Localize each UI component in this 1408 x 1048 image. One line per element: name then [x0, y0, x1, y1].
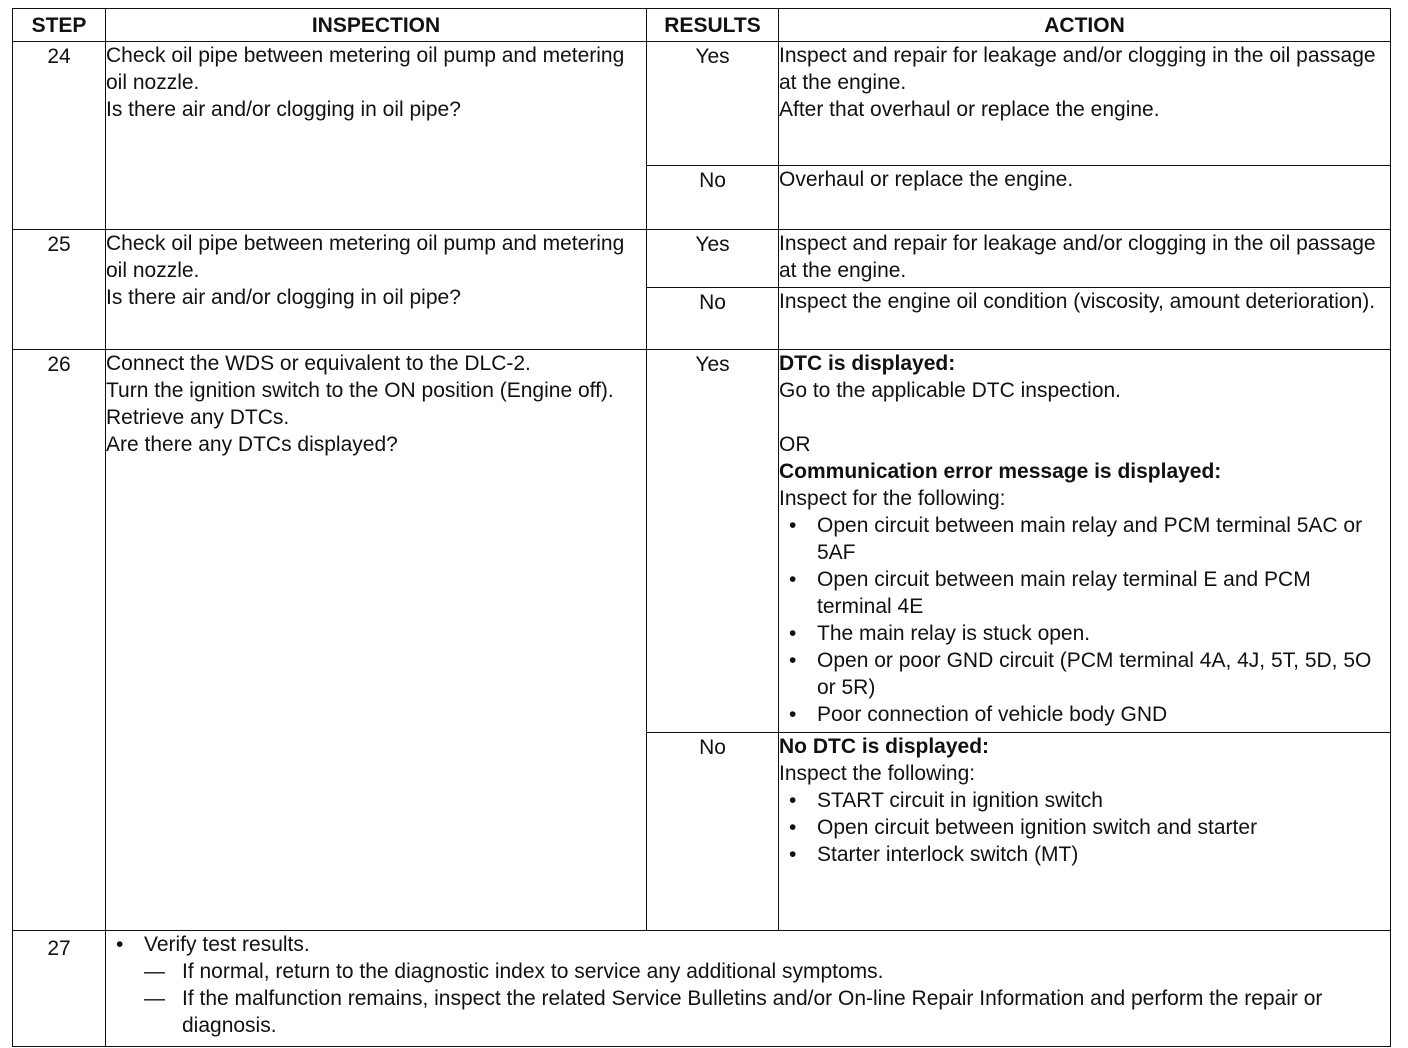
verify-dash-item: — If normal, return to the diagnostic index to service any additional symptoms.	[144, 960, 884, 983]
step-26-result-no: No	[647, 733, 779, 931]
step-27-row	[13, 931, 1391, 1047]
step-26-yes-bullet-list	[779, 512, 1390, 728]
dtc-displayed-heading: DTC is displayed:	[779, 352, 956, 375]
step-26-no-bullet-list	[779, 787, 1390, 868]
step-24-action-no: Overhaul or replace the engine.	[779, 166, 1391, 230]
step-24-inspection: Check oil pipe between metering oil pump and metering oil nozzle. Is there air and/or clogging in oil pipe?	[106, 42, 647, 230]
step-27-number: 27	[13, 931, 106, 1047]
step-24-yes-row	[13, 42, 1391, 166]
header-results: RESULTS	[647, 9, 779, 42]
header-action: ACTION	[779, 9, 1391, 42]
step-25-action-no: Inspect the engine oil condition (viscosity, amount deterioration).	[779, 288, 1391, 350]
step-24-result-no: No	[647, 166, 779, 230]
list-item: • Open circuit between main relay terminal E and PCM terminal 4E	[779, 566, 1390, 620]
step-25-action-yes: Inspect and repair for leakage and/or clogging in the oil passage at the engine.	[779, 230, 1391, 288]
verify-dash-item: — If the malfunction remains, inspect the related Service Bulletins and/or On-line Repair Information and perform the repair or diagnosis.	[144, 987, 1323, 1037]
header-inspection: INSPECTION	[106, 9, 647, 42]
no-dtc-heading: No DTC is displayed:	[779, 735, 990, 758]
list-item: • START circuit in ignition switch	[779, 787, 1390, 814]
step-24-action-yes: Inspect and repair for leakage and/or clogging in the oil passage at the engine. After that overhaul or replace the engine.	[779, 42, 1391, 166]
step-25-number: 25	[13, 230, 106, 350]
step-26-yes-row	[13, 350, 1391, 733]
header-row	[13, 9, 1391, 42]
list-item: • Open or poor GND circuit (PCM terminal 4A, 4J, 5T, 5D, 5O or 5R)	[779, 647, 1390, 701]
step-25-yes-row	[13, 230, 1391, 288]
step-26-inspection: Connect the WDS or equivalent to the DLC-2. Turn the ignition switch to the ON position (Engine off). Retrieve any DTCs. Are there any DTCs displayed?	[106, 350, 647, 931]
step-26-action-no: No DTC is displayed: Inspect the following: • START circuit in ignition switch • Open circuit between ignition switch and starter • Starter interlock switch (MT)	[779, 733, 1391, 931]
list-item: • Poor connection of vehicle body GND	[779, 701, 1390, 728]
step-26-result-yes: Yes	[647, 350, 779, 733]
verify-bullet: • Verify test results.	[106, 931, 1390, 958]
step-26-action-yes: DTC is displayed: Go to the applicable DTC inspection. OR Communication error message is displayed: Inspect for the following: • Open circuit between main relay and PCM terminal 5AC or 5AF • Open circuit between main relay terminal E and PCM terminal 4E • The main relay is stuck open. • Open or poor GND circuit (PCM terminal 4A, 4J, 5T, 5D, 5O or 5R) • Poor connection of vehicle body GND	[779, 350, 1391, 733]
step-24-result-yes: Yes	[647, 42, 779, 166]
list-item: • The main relay is stuck open.	[779, 620, 1390, 647]
list-item: • Open circuit between ignition switch and starter	[779, 814, 1390, 841]
step-25-result-yes: Yes	[647, 230, 779, 288]
step-25-inspection: Check oil pipe between metering oil pump and metering oil nozzle. Is there air and/or clogging in oil pipe?	[106, 230, 647, 350]
step-27-verify	[106, 931, 1391, 1047]
step-26-number: 26	[13, 350, 106, 931]
list-item: • Open circuit between main relay and PCM terminal 5AC or 5AF	[779, 512, 1390, 566]
diagnostic-table	[12, 8, 1391, 1047]
step-25-result-no: No	[647, 288, 779, 350]
list-item: • Starter interlock switch (MT)	[779, 841, 1390, 868]
header-step: STEP	[13, 9, 106, 42]
communication-error-heading: Communication error message is displayed:	[779, 460, 1222, 483]
step-24-number: 24	[13, 42, 106, 230]
